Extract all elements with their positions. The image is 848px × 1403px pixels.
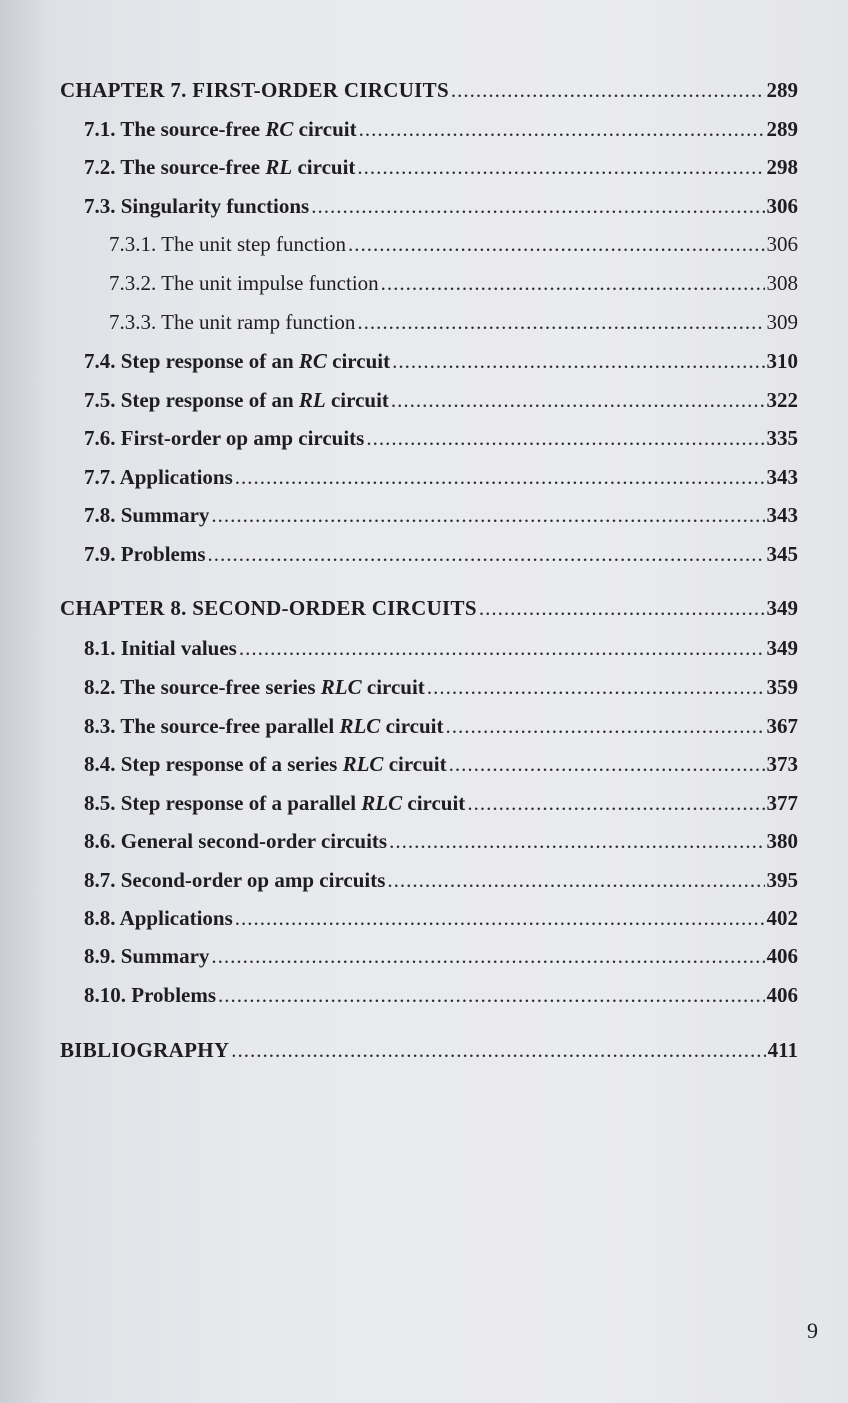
toc-entry-title: 8.2. The source-free series RLC circuit [84,675,425,699]
toc-chapter-entry [60,78,798,108]
toc-chapter-entry [60,596,798,626]
toc-entry-title: 7.5. Step response of an RL circuit [84,388,389,412]
dot-leader [479,596,765,621]
toc-entry-title: 7.2. The source-free RL circuit [84,155,356,179]
toc-section-entry [84,675,798,705]
toc-entry-page: 343 [766,465,798,489]
toc-section-entry [84,983,798,1013]
toc-section-entry [84,349,798,379]
toc-entry-page: 310 [766,349,798,373]
dot-leader [387,868,764,893]
toc-section-entry [84,503,798,533]
toc-section-entry [84,194,798,224]
toc-entry-page: 380 [766,829,798,853]
toc-entry-title: 8.8. Applications [84,906,233,930]
toc-section-entry [84,906,798,936]
toc-entry-page: 411 [767,1038,798,1062]
toc-entry-page: 306 [766,232,798,256]
toc-entry-title: CHAPTER 8. SECOND-ORDER CIRCUITS [60,596,477,620]
toc-section-entry [84,388,798,418]
toc-entry-title: 7.7. Applications [84,465,233,489]
toc-entry-title: 7.3.3. The unit ramp function [109,310,356,334]
toc-section-entry [84,791,798,821]
dot-leader [235,906,765,931]
toc-entry-page: 349 [766,636,798,660]
toc-entry-title: BIBLIOGRAPHY [60,1038,230,1062]
toc-entry-title: 7.9. Problems [84,542,206,566]
toc-entry-title: 8.5. Step response of a parallel RLC circuit [84,791,466,815]
toc-entry-page: 395 [766,868,798,892]
dot-leader [357,310,764,335]
toc-entry-page: 298 [766,155,798,179]
toc-section-entry [84,117,798,147]
toc-entry-page: 289 [766,117,798,141]
toc-section-entry [84,868,798,898]
toc-entry-page: 309 [766,310,798,334]
toc-section-entry [84,542,798,572]
toc-entry-title: 7.3.2. The unit impulse function [109,271,379,295]
dot-leader [231,1038,765,1063]
dot-leader [427,675,765,700]
toc-entry-page: 377 [766,791,798,815]
toc-entry-page: 359 [766,675,798,699]
dot-leader [381,271,765,296]
toc-entry-title: 7.6. First-order op amp circuits [84,426,365,450]
toc-entry-page: 308 [766,271,798,295]
dot-leader [357,155,764,180]
dot-leader [348,232,765,257]
toc-entry-title: 8.6. General second-order circuits [84,829,388,853]
toc-section-entry [84,155,798,185]
toc-subsection-entry [109,232,798,262]
toc-entry-title: 8.1. Initial values [84,636,237,660]
toc-entry-page: 345 [766,542,798,566]
toc-entry-title: CHAPTER 7. FIRST-ORDER CIRCUITS [60,78,449,102]
toc-chapter-entry [60,1038,798,1068]
toc-section-entry [84,714,798,744]
dot-leader [451,78,765,103]
toc-section-entry [84,829,798,859]
toc-entry-page: 367 [766,714,798,738]
toc-entry-title: 8.3. The source-free parallel RLC circuit [84,714,444,738]
toc-entry-page: 343 [766,503,798,527]
toc-section-entry [84,636,798,666]
toc-section-entry [84,465,798,495]
dot-leader [366,426,764,451]
dot-leader [391,388,765,413]
dot-leader [389,829,764,854]
dot-leader [449,752,765,777]
toc-entry-title: 8.9. Summary [84,944,210,968]
toc-entry-page: 322 [766,388,798,412]
toc-entry-title: 7.8. Summary [84,503,210,527]
dot-leader [211,944,764,969]
toc-entry-title: 8.7. Second-order op amp circuits [84,868,386,892]
toc-subsection-entry [109,271,798,301]
toc-entry-title: 8.10. Problems [84,983,217,1007]
toc-entry-title: 8.4. Step response of a series RLC circuit [84,752,447,776]
toc-entry-title: 7.3.1. The unit step function [109,232,346,256]
toc-entry-page: 402 [766,906,798,930]
toc-entry-page: 335 [766,426,798,450]
toc-section-entry [84,426,798,456]
page-number: 9 [807,1318,818,1343]
dot-leader [239,636,765,661]
dot-leader [218,983,764,1008]
dot-leader [211,503,764,528]
dot-leader [467,791,764,816]
toc-entry-page: 373 [766,752,798,776]
toc-entry-page: 349 [766,596,798,620]
dot-leader [392,349,764,374]
toc-entry-title: 7.4. Step response of an RC circuit [84,349,391,373]
toc-entry-title: 7.1. The source-free RC circuit [84,117,357,141]
toc-section-entry [84,944,798,974]
dot-leader [235,465,765,490]
toc-entry-title: 7.3. Singularity functions [84,194,310,218]
dot-leader [208,542,765,567]
dot-leader [359,117,765,142]
dot-leader [311,194,764,219]
toc-section-entry [84,752,798,782]
dot-leader [446,714,765,739]
toc-entry-page: 289 [766,78,798,102]
toc-subsection-entry [109,310,798,340]
toc-entry-page: 406 [766,983,798,1007]
toc-entry-page: 406 [766,944,798,968]
toc-entry-page: 306 [766,194,798,218]
